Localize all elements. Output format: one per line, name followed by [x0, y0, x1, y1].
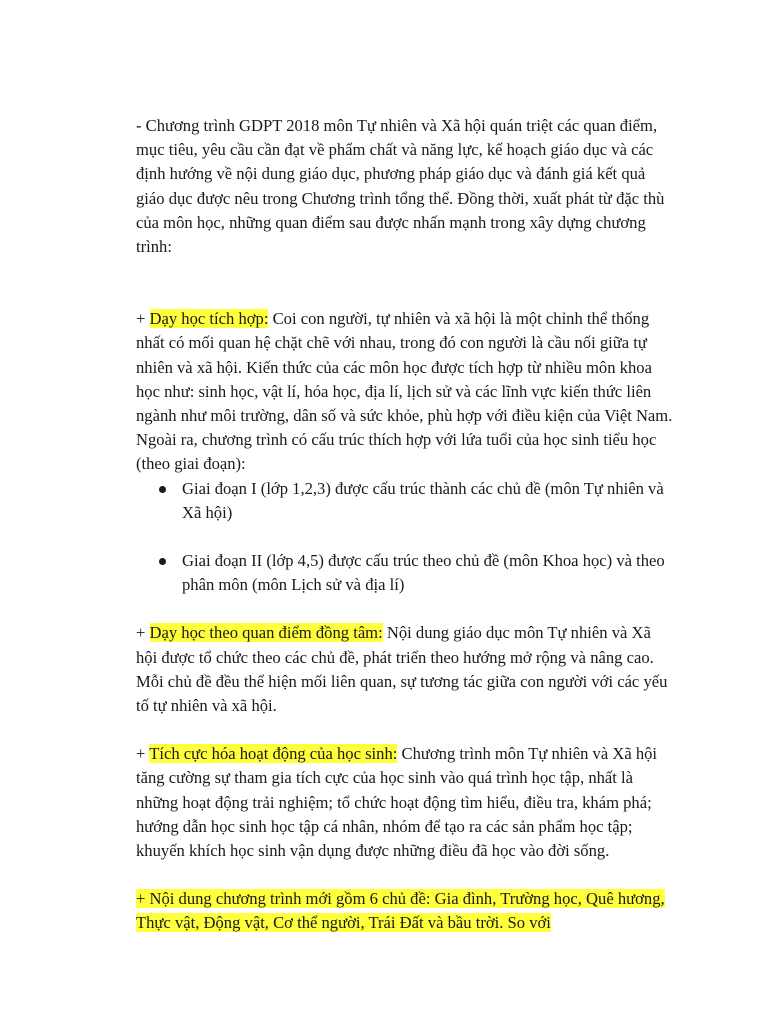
bullet-icon	[159, 486, 166, 493]
section-heading-highlight: Tích cực hóa hoạt động của học sinh:	[149, 744, 398, 764]
spacer	[136, 718, 676, 742]
section-active-learning	[136, 742, 676, 863]
section-concentric-teaching	[136, 621, 676, 718]
section-heading-highlight: Dạy học tích hợp:	[149, 309, 269, 329]
section-body: Nội dung giáo dục môn Tự nhiên và Xã hội được tổ chức theo các chủ đề, phát triển theo hướng mở rộng và nâng cao. Mỗi chủ đề đều thể hiện mối liên quan, sự tương tác giữa con người với các yếu tố tự nhiên và xã hội.	[136, 623, 668, 716]
spacer	[136, 525, 676, 549]
section-highlighted-text: + Nội dung chương trình mới gồm 6 chủ đề: Gia đình, Trường học, Quê hương, Thực vật, Động vật, Cơ thể người, Trái Đất và bầu trời. So với	[136, 889, 665, 933]
spacer	[136, 863, 676, 887]
spacer	[136, 597, 676, 621]
list-item	[136, 549, 676, 597]
section-new-content	[136, 887, 676, 935]
section-heading-highlight: Dạy học theo quan điểm đồng tâm:	[149, 623, 383, 643]
bullet-icon	[159, 558, 166, 565]
document-page	[136, 114, 676, 936]
list-item	[136, 477, 676, 525]
spacer	[136, 259, 676, 307]
list-item-text: Giai đoạn I (lớp 1,2,3) được cấu trúc thành các chủ đề (môn Tự nhiên và Xã hội)	[182, 478, 664, 522]
section-integrated-teaching	[136, 307, 676, 476]
intro-paragraph: - Chương trình GDPT 2018 môn Tự nhiên và Xã hội quán triệt các quan điểm, mục tiêu, yêu cầu cần đạt về phẩm chất và năng lực, kế hoạch giáo dục và các định hướng về nội dung giáo dục, phương pháp giáo dục và đánh giá kết quả giáo dục được nêu trong Chương trình tổng thể. Đồng thời, xuất phát từ đặc thù của môn học, những quan điểm sau được nhấn mạnh trong xây dựng chương trình:	[136, 116, 665, 257]
section-prefix: +	[136, 309, 150, 329]
section-prefix: +	[136, 744, 150, 764]
list-item-text: Giai đoạn II (lớp 4,5) được cấu trúc theo chủ đề (môn Khoa học) và theo phân môn (môn Lịch sử và địa lí)	[182, 551, 665, 595]
section-prefix: +	[136, 623, 150, 643]
section-body: Chương trình môn Tự nhiên và Xã hội tăng cường sự tham gia tích cực của học sinh vào quá trình học tập, nhất là những hoạt động trải nghiệm; tổ chức hoạt động tìm hiểu, điều tra, khám phá; hướng dẫn học sinh học tập cá nhân, nhóm để tạo ra các sản phẩm học tập; khuyến khích học sinh vận dụng được những điều đã học vào đời sống.	[136, 744, 658, 861]
stage-list	[136, 477, 676, 598]
section-body: Coi con người, tự nhiên và xã hội là một chỉnh thể thống nhất có mối quan hệ chặt chẽ với nhau, trong đó con người là cầu nối giữa tự nhiên và xã hội. Kiến thức của các môn học được tích hợp từ nhiều môn khoa học như: sinh học, vật lí, hóa học, địa lí, lịch sử và các lĩnh vực kiến thức liên ngành như môi trường, dân số và sức khỏe, phù hợp với điều kiện của Việt Nam. Ngoài ra, chương trình có cấu trúc thích hợp với lứa tuổi của học sinh tiểu học (theo giai đoạn):	[136, 309, 673, 474]
